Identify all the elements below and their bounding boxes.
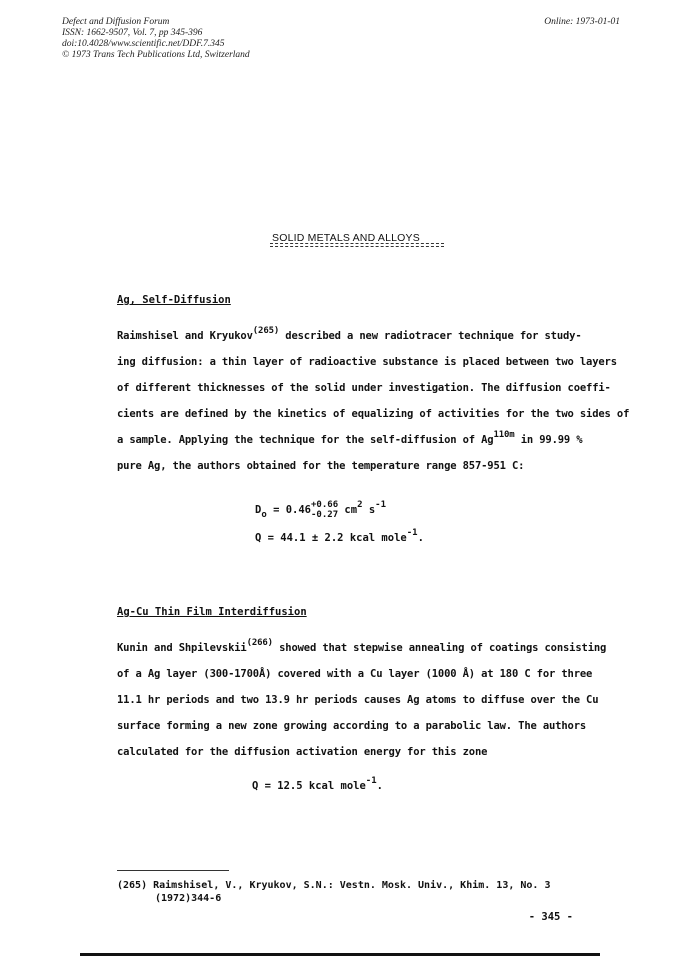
equation-q1 — [255, 528, 424, 544]
page-title: SOLID METALS AND ALLOYS — [272, 232, 420, 244]
copyright: © 1973 Trans Tech Publications Ltd, Switzerland — [62, 50, 250, 60]
paragraph-line — [117, 638, 607, 654]
paragraph-line: of a Ag layer (300-1700Å) covered with a Cu layer (1000 Å) at 180 C for three — [117, 668, 593, 680]
issn: ISSN: 1662-9507, Vol. 7, pp 345-396 — [62, 28, 203, 38]
page-number: - 345 - — [528, 911, 573, 923]
eq-error-stack — [311, 500, 338, 520]
eq-symbol: D — [255, 504, 262, 516]
eq-unit: cm — [338, 504, 358, 516]
equation-d0 — [255, 500, 386, 520]
paragraph-line: ing diffusion: a thin layer of radioactive substance is placed between two layers — [117, 356, 617, 368]
paragraph-line: cients are defined by the kinetics of equalizing of activities for the two sides of — [117, 408, 630, 420]
doi-link[interactable]: doi:10.4028/www.scientific.net/DDF.7.345 — [62, 39, 225, 49]
isotope-superscript: 110m — [493, 430, 515, 440]
title-underline-2 — [270, 246, 444, 247]
journal-name: Defect and Diffusion Forum — [62, 17, 170, 27]
text: in 99.99 % — [514, 434, 583, 446]
eq-unit-exp: -1 — [375, 500, 386, 510]
online-date: Online: 1973-01-01 — [544, 17, 620, 27]
eq-minus-error: -0.27 — [311, 510, 339, 520]
footnote-265: (265) Raimshisel, V., Kryukov, S.N.: Vestn. Mosk. Univ., Khim. 13, No. 3 — [117, 880, 551, 891]
paragraph-line: pure Ag, the authors obtained for the temperature range 857-951 C: — [117, 460, 525, 472]
eq-plus-error: +0.66 — [311, 500, 339, 510]
text: showed that stepwise annealing of coatings consisting — [272, 642, 607, 654]
reference-265: (265) — [252, 326, 280, 336]
footnote-265-cont: (1972)344-6 — [155, 893, 222, 904]
text: Raimshisel and Kryukov — [117, 330, 253, 342]
text: described a new radiotracer technique for study- — [279, 330, 582, 342]
eq-value: = 0.46 — [266, 504, 312, 516]
eq-exp: -1 — [365, 776, 377, 786]
eq-exp: -1 — [406, 528, 418, 538]
eq-unit-s: s — [362, 504, 376, 516]
paragraph-line — [117, 430, 583, 446]
title-underline — [270, 243, 444, 244]
page-bottom-bar — [80, 953, 600, 956]
journal-header — [62, 17, 250, 61]
paragraph-line: 11.1 hr periods and two 13.9 hr periods causes Ag atoms to diffuse over the Cu — [117, 694, 599, 706]
section-heading-ag: Ag, Self-Diffusion — [117, 294, 231, 306]
paragraph-line: calculated for the diffusion activation energy for this zone — [117, 746, 488, 758]
section-heading-agcu: Ag-Cu Thin Film Interdiffusion — [117, 606, 307, 618]
equation-q2 — [252, 776, 383, 792]
eq-subscript: o — [261, 510, 267, 520]
paragraph-line — [117, 326, 582, 342]
reference-266: (266) — [246, 638, 273, 648]
paragraph-line: surface forming a new zone growing according to a parabolic law. The authors — [117, 720, 587, 732]
eq-unit-exp: 2 — [357, 500, 363, 510]
eq-text: Q = 44.1 ± 2.2 kcal mole — [255, 532, 407, 544]
paragraph-line: of different thicknesses of the solid under investigation. The diffusion coeffi- — [117, 382, 611, 394]
eq-end: . — [376, 780, 383, 792]
eq-end: . — [417, 532, 424, 544]
eq-text: Q = 12.5 kcal mole — [252, 780, 366, 792]
text: Kunin and Shpilevskii — [117, 642, 247, 654]
footnote-rule — [117, 870, 229, 871]
text: a sample. Applying the technique for the self-diffusion of Ag — [117, 434, 494, 446]
